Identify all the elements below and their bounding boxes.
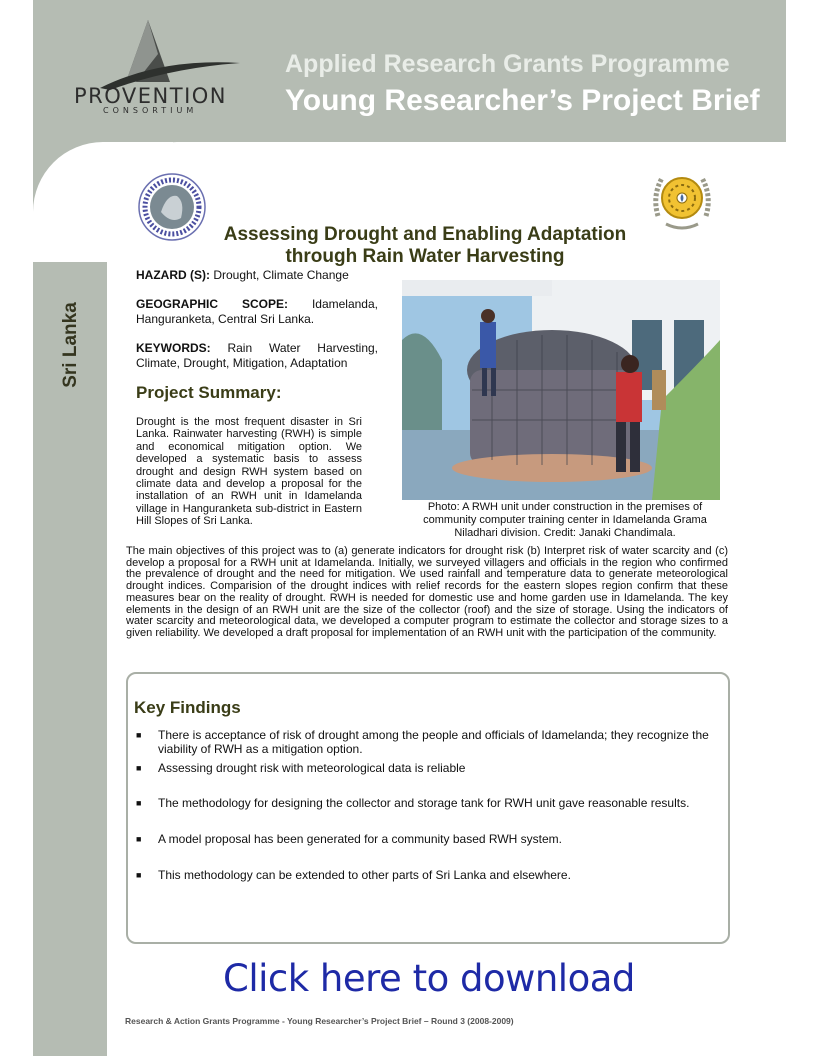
scope-label: GEOGRAPHIC SCOPE: [136, 297, 288, 311]
programme-title: Applied Research Grants Programme [285, 50, 730, 78]
bullet-icon: ■ [136, 798, 142, 808]
finding-text: There is acceptance of risk of drought among the people and officials of Idamelanda; they recognize the viability of RWH as a mitigation option. [158, 728, 709, 756]
bullet-icon: ■ [136, 870, 142, 880]
keywords-label: KEYWORDS: [136, 341, 211, 355]
finding-text: A model proposal has been generated for a community based RWH system. [158, 832, 562, 846]
key-findings-box [126, 672, 730, 944]
finding-text: This methodology can be extended to other parts of Sri Lanka and elsewhere. [158, 868, 571, 882]
hazard-value: Drought, Climate Change [210, 268, 349, 282]
country-text: Sri Lanka [60, 302, 81, 388]
download-link[interactable]: Click here to download [223, 957, 635, 1000]
finding-text: Assessing drought risk with meteorological data is reliable [158, 761, 466, 775]
brief-headline [180, 224, 670, 268]
project-photo [402, 280, 720, 500]
photo-caption: Photo: A RWH unit under construction in the premises of community computer training center in Idamelanda Grama Niladhari division. Credit: Janaki Chandimala. [423, 501, 707, 539]
summary-text: Drought is the most frequent disaster in Sri Lanka. Rainwater harvesting (RWH) is simple and economical mitigation option. We developed a systematic basis to assess drought and design RWH system based on climate data and develop a proposal for the installation of an RWH unit in Idamelanda village in Hanguranketa sub-district in Eastern Hill Slopes of Sri Lanka. [136, 416, 362, 528]
keywords-info [136, 341, 378, 371]
country-label [41, 300, 101, 390]
objectives-text: The main objectives of this project was to (a) generate indicators for drought risk (b) Interpret risk of water scarcity and (c) develop a proposal for a RWH unit at Idamelanda. Initially, we surveyed villagers and officials in the region who confirmed the prevalence of drought and the need for mitigation. We used rainfall and temperature data to generate meteorological drought indices. Comparision of the drought indices with relief records for the eastern slopes region confirm that these measures bear on the reality of drought. RWH is needed for domestic use and home garden use in Idamelanda. The key elements in the design of an RWH unit are the size of the collector (roof) and the size of storage. Using the indicators of water scarcity and meteorological data, we developed a computer program to estimate the collector and storage sizes to a given reliability. We developed a draft proposal for implementation of an RWH unit with the participation of the community. [126, 545, 728, 639]
bullet-icon: ■ [136, 730, 142, 740]
bullet-icon: ■ [136, 763, 142, 773]
key-findings-heading: Key Findings [134, 698, 241, 717]
hazard-info [136, 268, 378, 283]
summary-heading: Project Summary: [136, 383, 282, 402]
bullet-icon: ■ [136, 834, 142, 844]
logo-subtitle: CONSORTIUM [103, 106, 198, 115]
brief-title: Young Researcher’s Project Brief [285, 84, 760, 117]
scope-value: Idamelanda, Hanguranketa, Central Sri Lanka. [136, 297, 378, 326]
scope-info [136, 297, 378, 327]
logo-wordmark: PROVENTION [74, 84, 228, 108]
footer-text: Research & Action Grants Programme - Young Researcher’s Project Brief – Round 3 (2008-2009) [125, 1016, 514, 1026]
hazard-label: HAZARD (S): [136, 268, 210, 282]
keywords-value: Rain Water Harvesting, Climate, Drought, Mitigation, Adaptation [136, 341, 378, 370]
finding-text: The methodology for designing the collector and storage tank for RWH unit gave reasonable results. [158, 796, 690, 810]
headline-line-2: through Rain Water Harvesting [285, 246, 565, 267]
headline-line-1: Assessing Drought and Enabling Adaptation [223, 224, 627, 245]
